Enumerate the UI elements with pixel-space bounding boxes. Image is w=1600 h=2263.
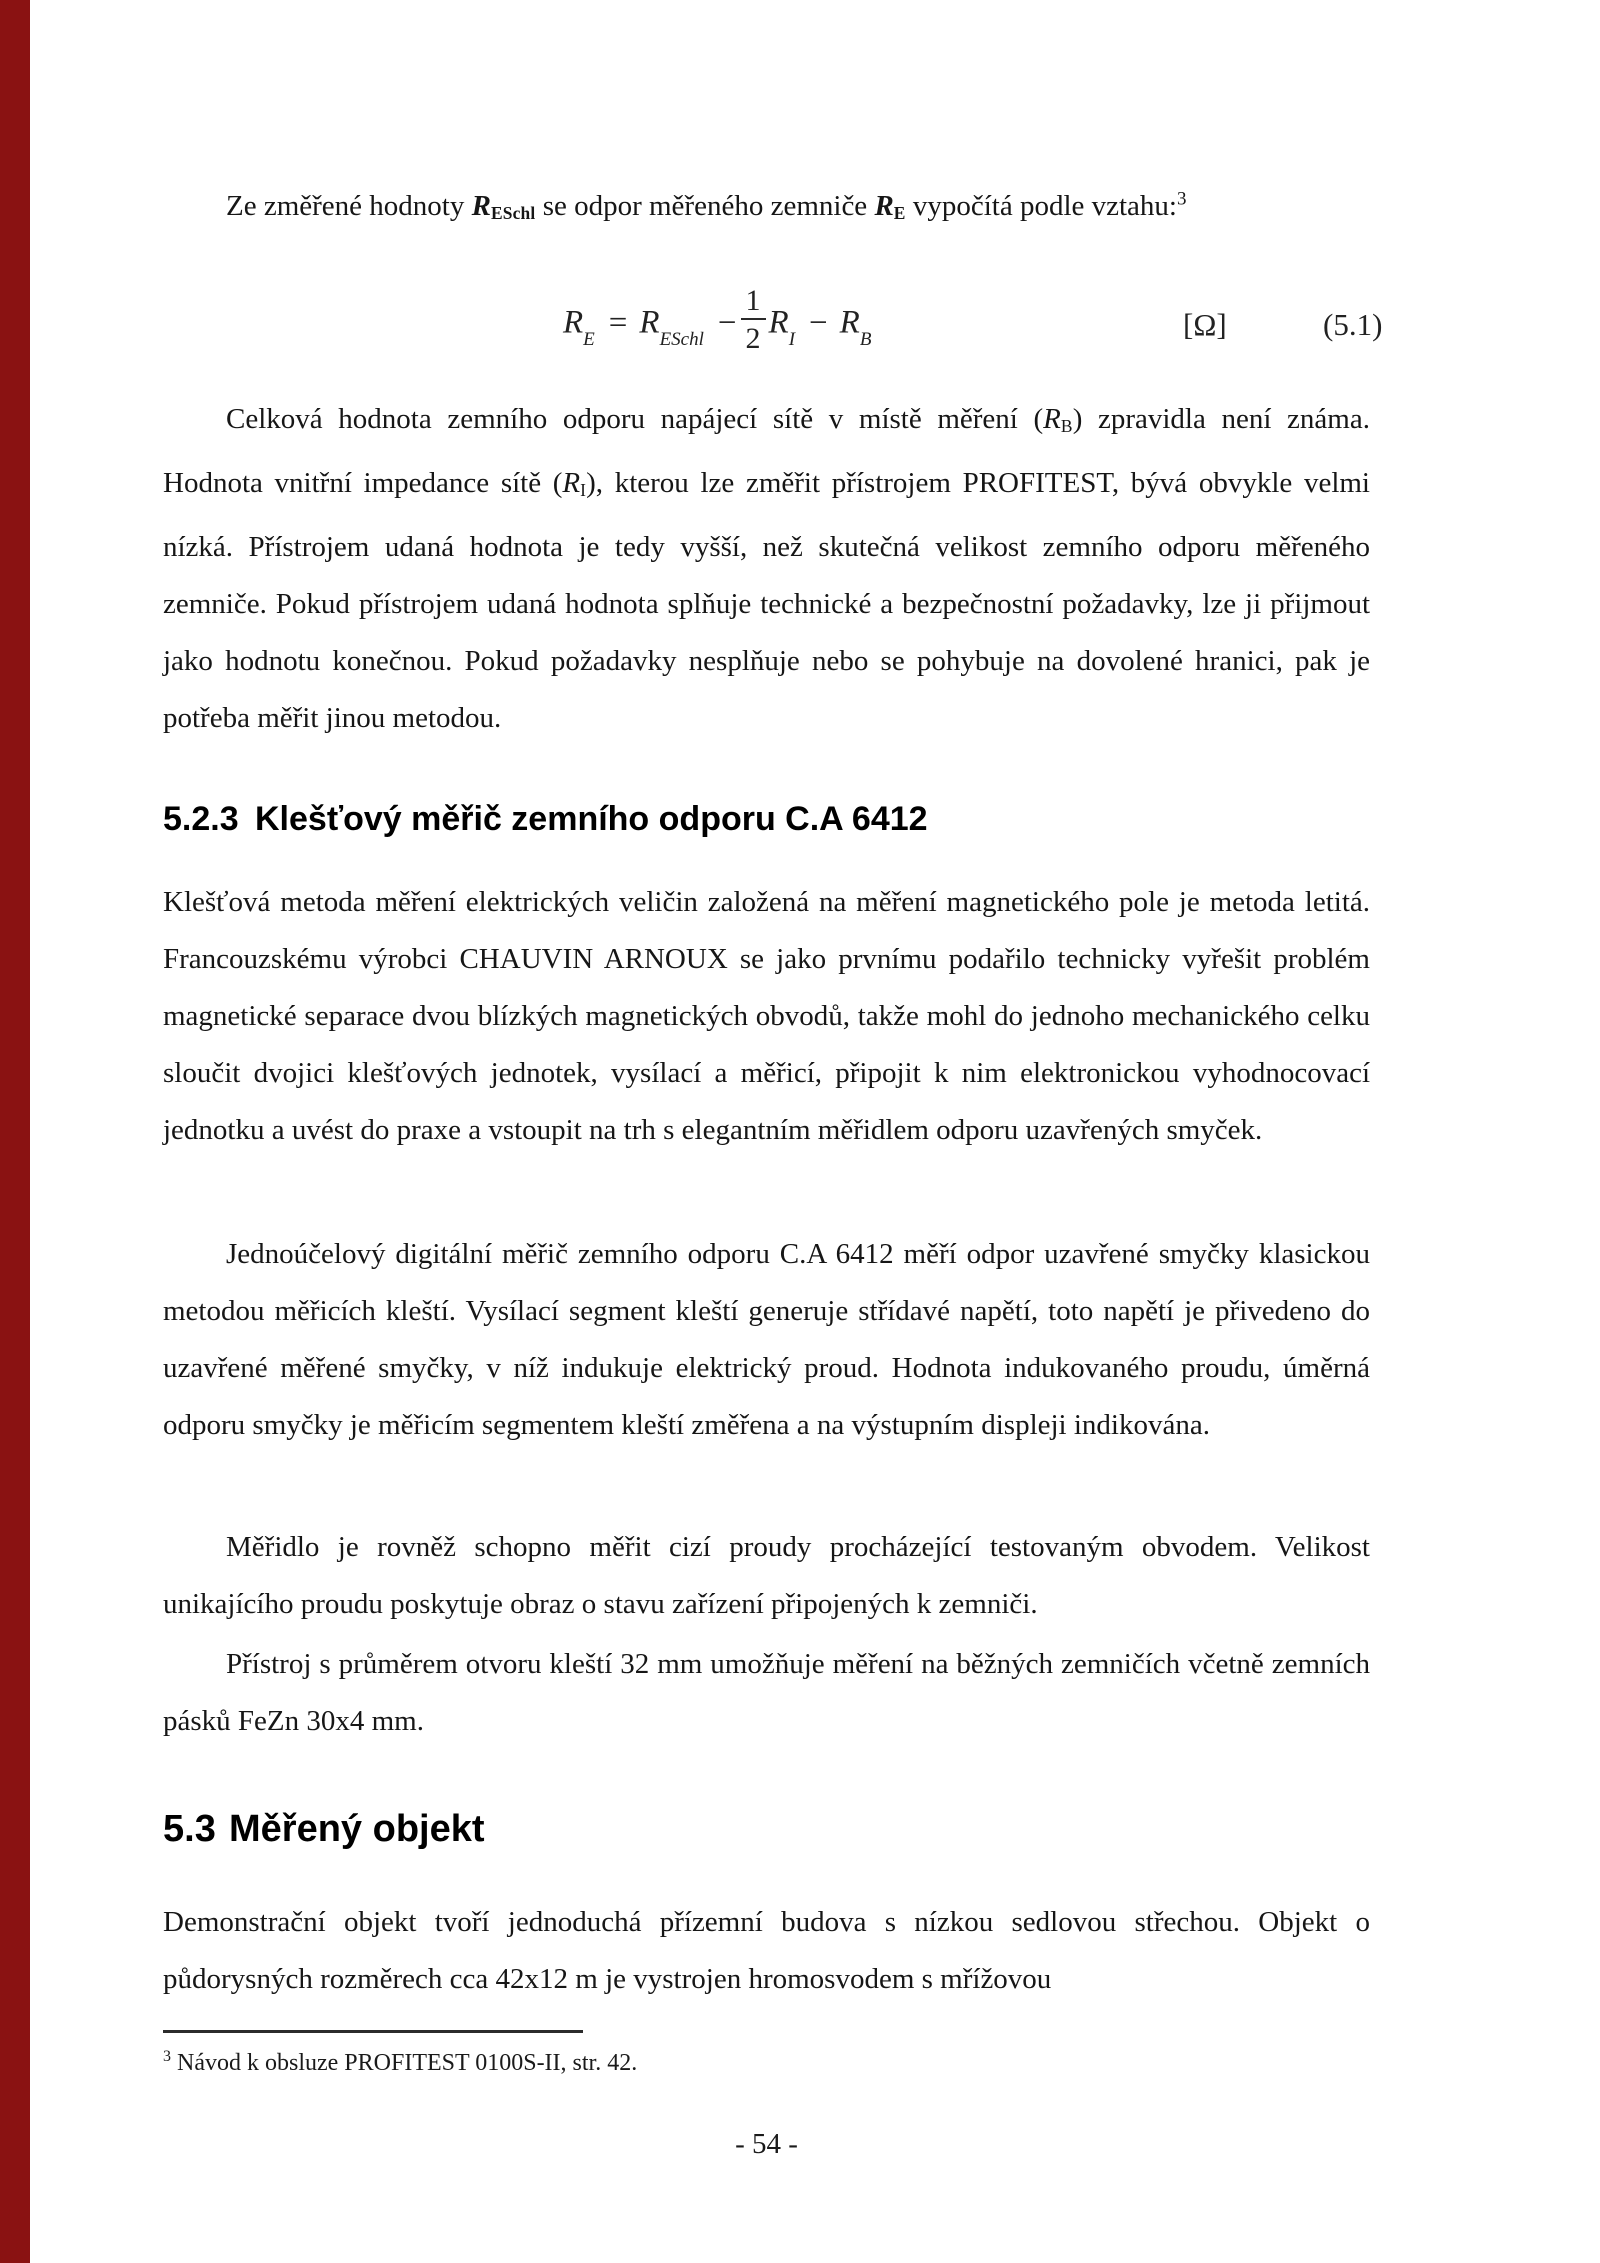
minus-sign: − [717, 304, 737, 341]
heading-5-2-3 [163, 798, 1370, 840]
heading-number: 5.3 [163, 1808, 216, 1850]
equals-sign: = [608, 304, 628, 341]
var-r-eschl: RESchl [471, 190, 536, 223]
footnote-text: Návod k obsluze PROFITEST 0100S-II, str. 42. [177, 2050, 638, 2076]
equation-unit: [Ω] [1183, 307, 1227, 342]
paragraph-intro [163, 178, 1370, 242]
intro-text-pre: Ze změřené hodnoty [226, 190, 472, 222]
paragraph-ca6412: Jednoúčelový digitální měřič zemního odporu C.A 6412 měří odpor uzavřené smyčky klasickou metodou měřicích kleští. Vysílací segment kleští generuje střídavé napětí, toto napětí je přivedeno do uzavřené měřené smyčky, v níž indukuje elektrický proud. Hodnota indukovaného proudu, úměrná odporu smyčky je měřicím segmentem kleští změřena a na výstupním displeji indikována. [163, 1238, 1370, 1441]
fraction-one-half: $\frac{1}{2}$ [741, 284, 766, 358]
footnote-marker: 3 [163, 2048, 171, 2065]
paragraph-demonstracni: Demonstrační objekt tvoří jednoduchá přízemní budova s nízkou sedlovou střechou. Objekt o půdorysných rozměrech cca 42x12 m je vystrojen hromosvodem s mřížovou [163, 1906, 1370, 1995]
equation-number: (5.1) [1323, 307, 1383, 342]
intro-text-mid: se odpor měřeného zemniče [535, 190, 875, 222]
footnote-rule [163, 2030, 583, 2033]
page-number: - 54 - [735, 2128, 798, 2160]
paragraph-klestova-metoda: Klešťová metoda měření elektrických veličin založená na měření magnetického pole je metoda letitá. Francouzskému výrobci CHAUVIN ARNOUX se jako prvnímu podařilo technicky vyřešit problém magnetické separace dvou blízkých magnetických obvodů, takže mohl do jednoho mechanického celku sloučit dvojici klešťových jednotek, vysílací a měřicí, připojit k nim elektronickou vyhodnocovací jednotku a uvést do praxe a vstoupit na trh s elegantním měřidlem odporu uzavřených smyček. [163, 886, 1370, 1146]
left-accent-bar [0, 0, 30, 2263]
equation-math: $R_E = R_{ESchl}$ − $\frac{1}{2}$ $R_I - R_B$ [563, 288, 873, 362]
paragraph-rb: Celková hodnota zemního odporu napájecí sítě v místě měření (RB) zpravidla není známa. Hodnota vnitřní impedance sítě (RI), kterou lze změřit přístrojem PROFITEST, bývá obvykle velmi nízká. Přístrojem udaná hodnota je tedy vyšší, než skutečná velikost zemního odporu měřeného zemniče. Pokud přístrojem udaná hodnota splňuje technické a bezpečnostní požadavky, lze ji přijmout jako hodnotu konečnou. Pokud požadavky nesplňuje nebo se pohybuje na dovolené hranici, pak je potřeba měřit jinou metodou. [163, 403, 1370, 734]
paragraph-pristroj: Přístroj s průměrem otvoru kleští 32 mm umožňuje měření na běžných zemničích včetně zemních pásků FeZn 30x4 mm. [163, 1648, 1370, 1737]
equation-5-1 [163, 250, 1383, 400]
footnote [163, 2048, 1370, 2078]
footnote-reference: 3 [1177, 188, 1187, 210]
heading-title: Měřený objekt [229, 1808, 485, 1850]
heading-number: 5.2.3 [163, 800, 239, 838]
var-r-b: RB [1043, 403, 1073, 436]
heading-title: Klešťový měřič zemního odporu C.A 6412 [255, 800, 928, 838]
paragraph-meridlo: Měřidlo je rovněž schopno měřit cizí proudy procházející testovaným obvodem. Velikost unikajícího proudu poskytuje obraz o stavu zařízení připojených k zemniči. [163, 1531, 1370, 1620]
minus-sign: − [809, 304, 828, 341]
heading-5-3 [163, 1806, 1370, 1852]
var-r-e: RE [874, 190, 906, 223]
intro-text-post: vypočítá podle vztahu: [905, 190, 1177, 222]
var-r-i: RI [562, 466, 587, 500]
